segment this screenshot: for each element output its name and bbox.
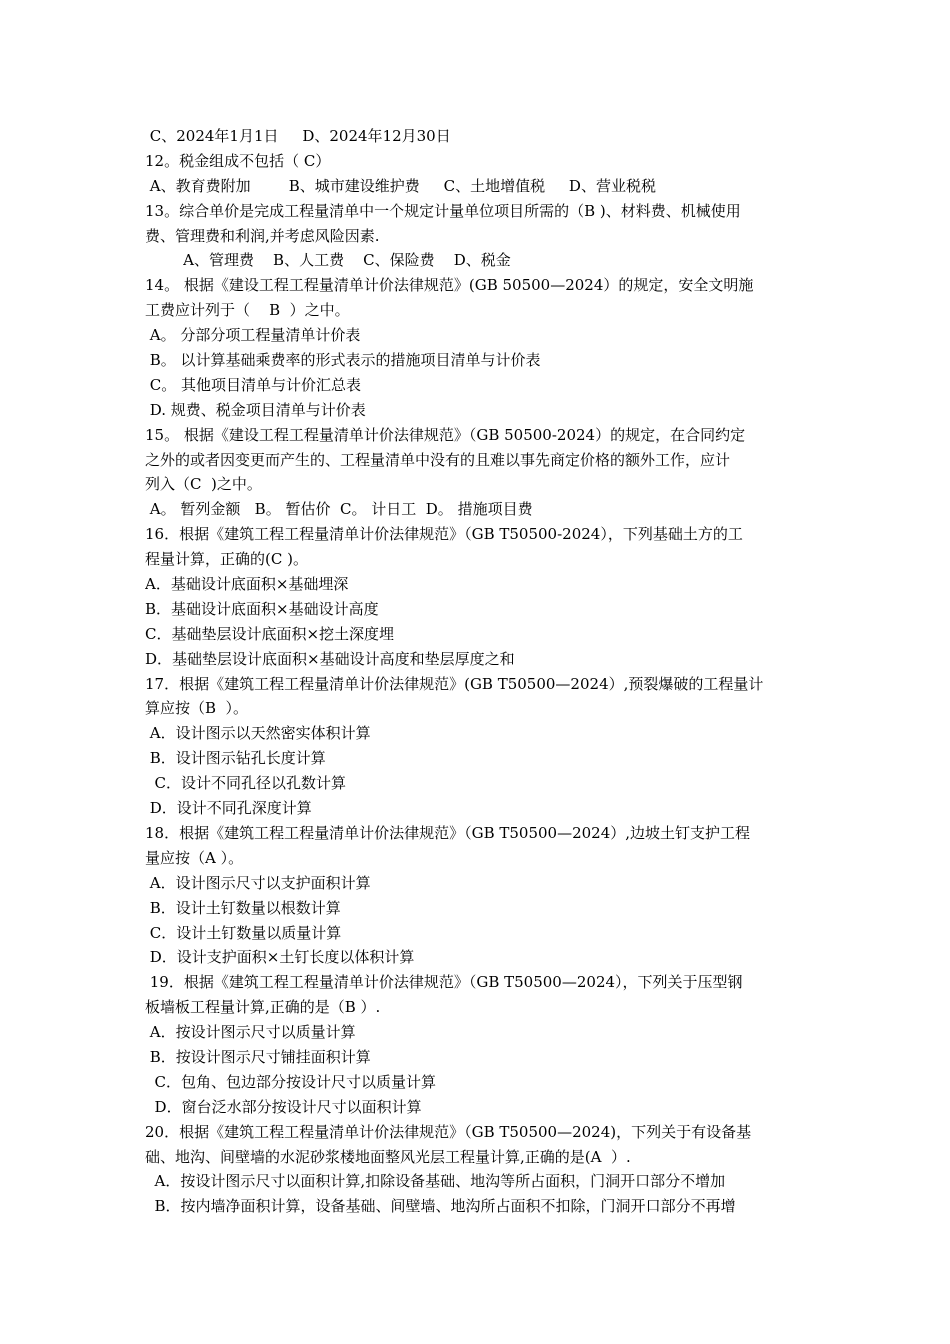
question-18-option-a: A．设计图示尺寸以支护面积计算 [145, 873, 371, 892]
question-16-option-a: A．基础设计底面积×基础埋深 [145, 575, 349, 594]
question-18-stem: 18．根据《建筑工程工程量清单计价法律规范》（GB T50500—2024）,边坡土钉支护工程 [145, 823, 751, 842]
question-20-option-a: A．按设计图示尺寸以面积计算,扣除设备基础、地沟等所占面积，门洞开口部分不增加 [145, 1172, 726, 1191]
question-17-stem: 17．根据《建筑工程工程量清单计价法律规范》(GB T50500—2024）,预裂爆破的工程量计 [145, 674, 764, 693]
question-14-option-b: B。 以计算基础乘费率的形式表示的措施项目清单与计价表 [145, 351, 541, 370]
question-19-option-d: D．窗台泛水部分按设计尺寸以面积计算 [145, 1097, 422, 1116]
question-15-options: A。 暂列金额 B。 暂估价 C。 计日工 D。 措施项目费 [145, 500, 533, 519]
question-16-option-b: B．基础设计底面积×基础设计高度 [145, 599, 379, 618]
question-14-option-a: A。 分部分项工程量清单计价表 [145, 326, 361, 345]
question-14-option-c: C。 其他项目清单与计价汇总表 [145, 375, 362, 394]
question-16-option-c: C．基础垫层设计底面积×挖土深度埋 [145, 624, 395, 643]
question-12-stem: 12。税金组成不包括（ C） [145, 151, 331, 170]
question-15-stem-cont: 之外的或者因变更而产生的、工程量清单中没有的且难以事先商定价格的额外工作，应计 [145, 450, 731, 469]
question-15-stem-cont: 列入（C )之中。 [145, 475, 262, 494]
question-20-option-b: B．按内墙净面积计算，设备基础、间壁墙、地沟所占面积不扣除，门洞开口部分不再增 [145, 1197, 736, 1216]
question-19-stem: 19．根据《建筑工程工程量清单计价法律规范》（GB T50500—2024），下列关于压型钢 [145, 973, 743, 992]
question-18-stem-cont: 量应按（A ）。 [145, 848, 244, 867]
question-16-stem-cont: 程量计算，正确的(C )。 [145, 550, 308, 569]
question-16-stem: 16．根据《建筑工程工程量清单计价法律规范》（GB T50500-2024），下列基础土方的工 [145, 525, 743, 544]
question-17-option-b: B．设计图示钻孔长度计算 [145, 749, 326, 768]
question-18-option-c: C．设计土钉数量以质量计算 [145, 923, 342, 942]
question-17-option-a: A．设计图示以天然密实体积计算 [145, 724, 371, 743]
question-12-options: A、教育费附加 B、城市建设维护费 C、土地增值税 D、营业税税 [145, 176, 656, 195]
question-14-option-d: D. 规费、税金项目清单与计价表 [145, 400, 366, 419]
question-18-option-b: B．设计土钉数量以根数计算 [145, 898, 341, 917]
question-14-stem: 14。 根据《建设工程工程量清单计价法律规范》(GB 50500—2024）的规定，安全文明施 [145, 276, 754, 295]
question-13-options: A、管理费 B、人工费 C、保险费 D、税金 [145, 251, 511, 270]
text-line: C、2024年1月1日 D、2024年12月30日 [145, 127, 451, 145]
question-17-stem-cont: 算应按（B ）。 [145, 699, 249, 718]
question-16-option-d: D．基础垫层设计底面积×基础设计高度和垫层厚度之和 [145, 649, 515, 668]
question-19-option-a: A．按设计图示尺寸以质量计算 [145, 1023, 356, 1042]
question-20-stem-cont: 础、地沟、间壁墙的水泥砂浆楼地面整风光层工程量计算,正确的是(A ）. [145, 1147, 631, 1166]
question-19-option-b: B．按设计图示尺寸铺挂面积计算 [145, 1047, 371, 1066]
question-13-stem-cont: 费、管理费和利润,并考虑风险因素. [145, 226, 380, 245]
question-17-option-d: D．设计不同孔深度计算 [145, 799, 312, 818]
document-body [145, 124, 809, 1219]
question-20-stem: 20．根据《建筑工程工程量清单计价法律规范》（GB T50500—2024)，下列关于有设备基 [145, 1122, 752, 1141]
question-17-option-c: C．设计不同孔径以孔数计算 [145, 774, 347, 793]
question-14-stem-cont: 工费应计列于（ B ）之中。 [145, 301, 350, 320]
question-19-option-c: C．包角、包边部分按设计尺寸以质量计算 [145, 1072, 437, 1091]
question-19-stem-cont: 板墙板工程量计算,正确的是（B ）. [145, 998, 381, 1017]
question-15-stem: 15。 根据《建设工程工程量清单计价法律规范》（GB 50500-2024）的规定，在合同约定 [145, 425, 746, 444]
question-13-stem: 13。综合单价是完成工程量清单中一个规定计量单位项目所需的（B )、材料费、机械使用 [145, 201, 741, 220]
question-18-option-d: D．设计支护面积×土钉长度以体积计算 [145, 948, 415, 967]
